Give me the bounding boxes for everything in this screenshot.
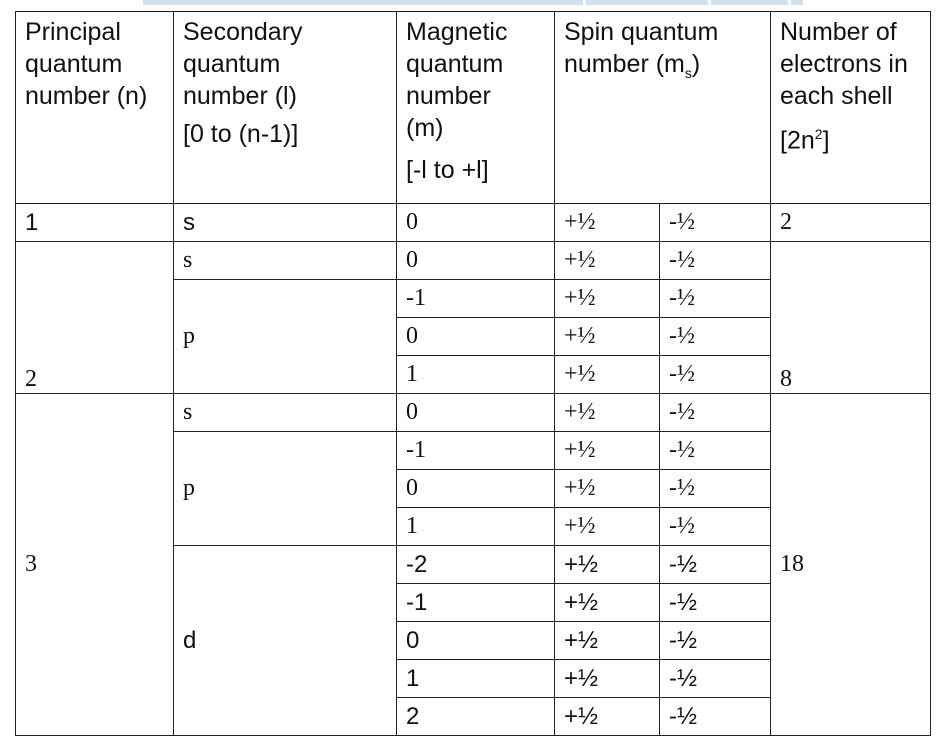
cell-m: 0 [397,242,555,280]
cell-m: -2 [397,546,555,584]
quantum-numbers-table [15,11,931,736]
cell-spin-up: +½ [555,242,660,280]
cell-spin-up: +½ [555,660,660,698]
cell-m: -1 [397,584,555,622]
cell-spin-up: +½ [555,508,660,546]
cell-spin-up: +½ [555,622,660,660]
cell-m: 0 [397,470,555,508]
cell-m: 1 [397,508,555,546]
header-row [16,12,931,204]
cell-spin-up: +½ [555,698,660,736]
table-row [16,242,931,280]
bar-gap [583,0,586,5]
cell-spin-down: -½ [660,204,771,242]
cell-m: 0 [397,204,555,242]
cell-spin-up: +½ [555,470,660,508]
header-magnetic: Magnetic quantum number (m) [-l to +l] [397,12,555,204]
header-spin: Spin quantum number $(m_s)$ [555,12,771,204]
cell-n: 1 [16,204,174,242]
cell-spin-up: +½ [555,432,660,470]
cell-spin-down: -½ [660,584,771,622]
cell-spin-down: -½ [660,280,771,318]
header-principal: Principal quantum number (n) [16,12,174,204]
cell-m: 0 [397,622,555,660]
cell-l: p [174,432,397,546]
cell-l: p [174,280,397,394]
cell-spin-down: -½ [660,356,771,394]
magnetic-range: [-l to +l] [406,156,489,184]
cell-spin-up: +½ [555,318,660,356]
cell-m: 0 [397,394,555,432]
cell-spin-down: -½ [660,622,771,660]
cell-spin-down: -½ [660,242,771,280]
cell-m: 0 [397,318,555,356]
cell-m: 2 [397,698,555,736]
cell-spin-up: +½ [555,280,660,318]
cell-n: 2 [16,242,174,394]
cell-m: -1 [397,280,555,318]
cell-spin-down: -½ [660,394,771,432]
cell-spin-up: +½ [555,356,660,394]
cell-n: 3 [16,394,174,736]
bar-gap [788,0,791,5]
cell-electrons: 18 [771,394,931,736]
cell-l: s [174,204,397,242]
cell-l: s [174,242,397,280]
electrons-formula: $[2n^2]$ [780,126,830,155]
cell-spin-down: -½ [660,318,771,356]
cell-electrons: 2 [771,204,931,242]
secondary-range: [0 to (n-1)] [183,120,299,148]
table-row [16,394,931,432]
header-electrons: Number of electrons in each shell $[2n^2]$ [771,12,931,204]
cell-electrons: 8 [771,242,931,394]
cell-spin-down: -½ [660,508,771,546]
cell-spin-up: +½ [555,546,660,584]
cell-spin-down: -½ [660,698,771,736]
cell-spin-up: +½ [555,204,660,242]
cell-m: 1 [397,660,555,698]
header-secondary: Secondary quantum number (l) [0 to (n-1)] [174,12,397,204]
cell-m: 1 [397,356,555,394]
cell-m: -1 [397,432,555,470]
cell-spin-down: -½ [660,470,771,508]
cell-spin-up: +½ [555,394,660,432]
cell-spin-up: +½ [555,584,660,622]
top-decorative-bar [143,0,803,5]
cell-spin-down: -½ [660,546,771,584]
bar-gap [708,0,711,5]
table-row [16,204,931,242]
cell-spin-down: -½ [660,432,771,470]
cell-spin-down: -½ [660,660,771,698]
cell-l: s [174,394,397,432]
cell-l: d [174,546,397,736]
